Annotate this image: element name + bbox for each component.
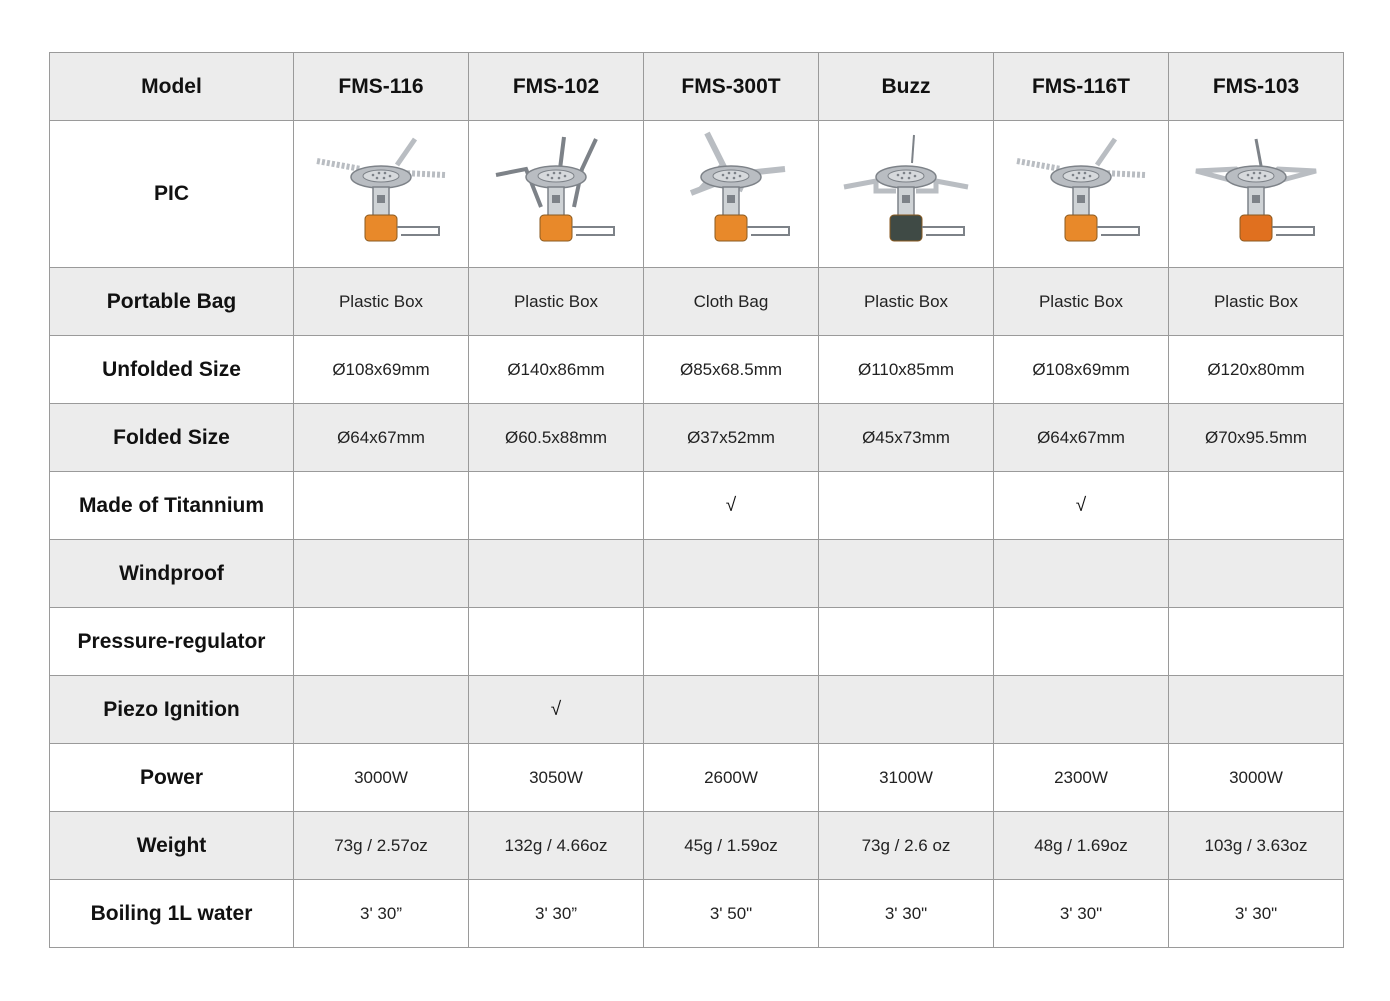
row-label: Weight bbox=[50, 812, 294, 880]
spec-value: Ø70x95.5mm bbox=[1169, 404, 1344, 472]
pic-cell bbox=[1169, 121, 1344, 268]
spec-value bbox=[294, 608, 469, 676]
spec-value: Ø45x73mm bbox=[819, 404, 994, 472]
spec-value bbox=[294, 540, 469, 608]
spec-value bbox=[819, 540, 994, 608]
spec-value: Plastic Box bbox=[994, 268, 1169, 336]
model-header: Model bbox=[50, 53, 294, 121]
spec-value: Ø60.5x88mm bbox=[469, 404, 644, 472]
camping-stove-icon bbox=[831, 129, 981, 259]
header-row bbox=[50, 53, 1344, 121]
model-name: FMS-103 bbox=[1169, 53, 1344, 121]
pic-cell bbox=[469, 121, 644, 268]
row-label: Power bbox=[50, 744, 294, 812]
spec-value bbox=[1169, 676, 1344, 744]
spec-value bbox=[469, 472, 644, 540]
spec-value bbox=[1169, 472, 1344, 540]
spec-value: Ø110x85mm bbox=[819, 336, 994, 404]
row-label: Boiling 1L water bbox=[50, 880, 294, 948]
spec-value: 3' 30” bbox=[469, 880, 644, 948]
spec-value: Plastic Box bbox=[1169, 268, 1344, 336]
spec-value: 3000W bbox=[294, 744, 469, 812]
row-label: Piezo Ignition bbox=[50, 676, 294, 744]
spec-value bbox=[994, 608, 1169, 676]
spec-value: 3050W bbox=[469, 744, 644, 812]
check-mark: √ bbox=[994, 472, 1169, 540]
row-unfolded-size bbox=[50, 336, 1344, 404]
spec-value: Plastic Box bbox=[469, 268, 644, 336]
stove-picture bbox=[644, 121, 818, 267]
spec-value: 103g / 3.63oz bbox=[1169, 812, 1344, 880]
spec-value: Ø64x67mm bbox=[294, 404, 469, 472]
row-titanium bbox=[50, 472, 1344, 540]
spec-value: Ø85x68.5mm bbox=[644, 336, 819, 404]
pic-cell bbox=[294, 121, 469, 268]
spec-value: 2300W bbox=[994, 744, 1169, 812]
spec-value bbox=[469, 540, 644, 608]
spec-value: 132g / 4.66oz bbox=[469, 812, 644, 880]
spec-value bbox=[819, 608, 994, 676]
spec-value: Plastic Box bbox=[819, 268, 994, 336]
spec-value: Ø64x67mm bbox=[994, 404, 1169, 472]
camping-stove-icon bbox=[1006, 129, 1156, 259]
model-name: FMS-116T bbox=[994, 53, 1169, 121]
pic-header: PIC bbox=[50, 121, 294, 268]
spec-value bbox=[819, 676, 994, 744]
row-label: Portable Bag bbox=[50, 268, 294, 336]
spec-value: Cloth Bag bbox=[644, 268, 819, 336]
spec-value: 3100W bbox=[819, 744, 994, 812]
camping-stove-icon bbox=[656, 129, 806, 259]
spec-value: Ø108x69mm bbox=[294, 336, 469, 404]
pic-cell bbox=[994, 121, 1169, 268]
spec-value bbox=[644, 676, 819, 744]
camping-stove-icon bbox=[1181, 129, 1331, 259]
spec-value bbox=[1169, 540, 1344, 608]
spec-value: 73g / 2.6 oz bbox=[819, 812, 994, 880]
stove-picture bbox=[819, 121, 993, 267]
spec-value bbox=[1169, 608, 1344, 676]
model-name: FMS-300T bbox=[644, 53, 819, 121]
row-windproof bbox=[50, 540, 1344, 608]
spec-value bbox=[294, 676, 469, 744]
spec-value bbox=[469, 608, 644, 676]
spec-value: 3000W bbox=[1169, 744, 1344, 812]
row-label: Made of Titannium bbox=[50, 472, 294, 540]
model-name: FMS-102 bbox=[469, 53, 644, 121]
row-folded-size bbox=[50, 404, 1344, 472]
spec-value bbox=[644, 540, 819, 608]
spec-value bbox=[819, 472, 994, 540]
row-weight bbox=[50, 812, 1344, 880]
stove-picture bbox=[1169, 121, 1343, 267]
model-name: Buzz bbox=[819, 53, 994, 121]
spec-value bbox=[994, 540, 1169, 608]
spec-value: Ø37x52mm bbox=[644, 404, 819, 472]
pic-cell bbox=[644, 121, 819, 268]
spec-value: 3' 30” bbox=[294, 880, 469, 948]
camping-stove-icon bbox=[306, 129, 456, 259]
spec-value: Ø108x69mm bbox=[994, 336, 1169, 404]
row-boiling bbox=[50, 880, 1344, 948]
row-piezo-ignition bbox=[50, 676, 1344, 744]
spec-value bbox=[644, 608, 819, 676]
model-name: FMS-116 bbox=[294, 53, 469, 121]
spec-value: 3' 50" bbox=[644, 880, 819, 948]
stove-picture bbox=[294, 121, 468, 267]
check-mark: √ bbox=[644, 472, 819, 540]
spec-value: Ø140x86mm bbox=[469, 336, 644, 404]
spec-value: 2600W bbox=[644, 744, 819, 812]
row-label: Pressure-regulator bbox=[50, 608, 294, 676]
spec-value bbox=[294, 472, 469, 540]
stove-picture bbox=[469, 121, 643, 267]
row-portable-bag bbox=[50, 268, 1344, 336]
row-label: Windproof bbox=[50, 540, 294, 608]
camping-stove-icon bbox=[481, 129, 631, 259]
spec-value bbox=[994, 676, 1169, 744]
spec-value: 3' 30" bbox=[1169, 880, 1344, 948]
spec-value: 3' 30" bbox=[994, 880, 1169, 948]
row-label: Unfolded Size bbox=[50, 336, 294, 404]
spec-value: 73g / 2.57oz bbox=[294, 812, 469, 880]
stove-picture bbox=[994, 121, 1168, 267]
pic-cell bbox=[819, 121, 994, 268]
spec-value: Ø120x80mm bbox=[1169, 336, 1344, 404]
spec-value: 3' 30" bbox=[819, 880, 994, 948]
row-label: Folded Size bbox=[50, 404, 294, 472]
check-mark: √ bbox=[469, 676, 644, 744]
spec-value: 45g / 1.59oz bbox=[644, 812, 819, 880]
row-pressure-regulator bbox=[50, 608, 1344, 676]
stove-comparison-table bbox=[49, 52, 1344, 948]
pic-row bbox=[50, 121, 1344, 268]
row-power bbox=[50, 744, 1344, 812]
spec-value: Plastic Box bbox=[294, 268, 469, 336]
spec-value: 48g / 1.69oz bbox=[994, 812, 1169, 880]
